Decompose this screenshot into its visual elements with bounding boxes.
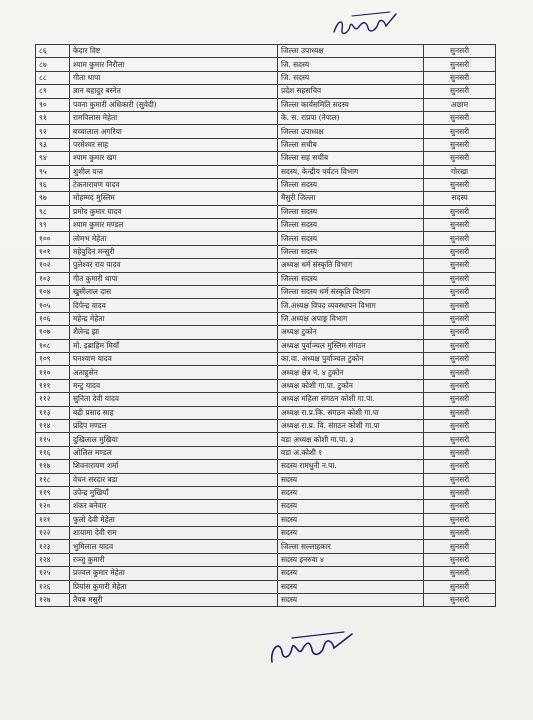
table-row [36, 433, 496, 446]
table-row [36, 245, 496, 258]
member-position: जिल्ला सचीब [278, 138, 424, 151]
member-district: सुनसरी [424, 312, 496, 325]
row-number: १०० [36, 232, 70, 245]
member-district: सुनसरी [424, 232, 496, 245]
table-row [36, 326, 496, 339]
table-row [36, 45, 496, 58]
member-district: गोरखा [424, 165, 496, 178]
row-number: ११३ [36, 406, 70, 419]
table-row [36, 594, 496, 607]
member-name: गीत कुमारी थापा [70, 272, 278, 285]
row-number: ८८ [36, 71, 70, 84]
member-position: अध्यक्ष कोशी गा.पा. टुकोन [278, 379, 424, 392]
member-position: जि.अध्यक्ष विपद व्यवस्थापन विभाग [278, 299, 424, 312]
member-name: बच्चालाल अगरिया [70, 125, 278, 138]
member-position: सदस्य [278, 486, 424, 499]
member-district: सुनसरी [424, 540, 496, 553]
row-number: ९० [36, 98, 70, 111]
table-row [36, 419, 496, 432]
table-row [36, 272, 496, 285]
member-district: सुनसरी [424, 111, 496, 124]
table-row [36, 460, 496, 473]
member-district: सुनसरी [424, 152, 496, 165]
table-row [36, 312, 496, 325]
member-position: वडा अ.कोशी १ [278, 446, 424, 459]
member-position: सदस्य [278, 580, 424, 593]
table-row [36, 406, 496, 419]
member-name: शुशील पन्त [70, 165, 278, 178]
member-position: जिल्ला कार्यसमिति सदस्य [278, 98, 424, 111]
table-row [36, 352, 496, 365]
row-number: १२१ [36, 513, 70, 526]
row-number: १०२ [36, 259, 70, 272]
table-row [36, 138, 496, 151]
member-name: केदार विष्ट [70, 45, 278, 58]
table-row [36, 486, 496, 499]
member-name: तैयब मसुरी [70, 594, 278, 607]
member-name: ज्ञान बहादुर बस्नेत [70, 85, 278, 98]
row-number: ९६ [36, 178, 70, 191]
member-district: सुनसरी [424, 366, 496, 379]
table-row [36, 299, 496, 312]
member-name: महेन्द्र मेहेता [70, 312, 278, 325]
row-number: १०७ [36, 326, 70, 339]
row-number: १२६ [36, 580, 70, 593]
member-position: प्रदेश सहसचिव [278, 85, 424, 98]
member-position: अध्यक्ष क्षेत्र नं. ४ टुकोन [278, 366, 424, 379]
table-row [36, 232, 496, 245]
member-position: के. स. राप्रपा (नेपाल) [278, 111, 424, 124]
member-name: शायामा देवी राम [70, 527, 278, 540]
member-name: महेवुदिन मन्सुरी [70, 245, 278, 258]
row-number: ८७ [36, 58, 70, 71]
member-position: का.वा. अध्यक्ष पुर्वाञ्चल टुकोन [278, 352, 424, 365]
member-district: सदस्य [424, 192, 496, 205]
table-row [36, 379, 496, 392]
member-name: परमेश्वर साह [70, 138, 278, 151]
table-row [36, 366, 496, 379]
row-number: ११६ [36, 446, 70, 459]
member-position: मैसुरी जिल्ला [278, 192, 424, 205]
member-position: जि.अध्यक्ष अपाङ्ग विभाग [278, 312, 424, 325]
member-name: दुखिलाल मुखिया [70, 433, 278, 446]
row-number: १२२ [36, 527, 70, 540]
row-number: ११५ [36, 433, 70, 446]
member-position: अध्यक्ष टुकोन [278, 326, 424, 339]
member-position: सदस्य [278, 567, 424, 580]
member-position: अध्यक्ष पुर्वाञ्चल मुस्लिम संगठन [278, 339, 424, 352]
member-district: सुनसरी [424, 71, 496, 84]
member-name: श्याम कुमार मण्डल [70, 219, 278, 232]
member-district: सुनसरी [424, 513, 496, 526]
member-district: सुनसरी [424, 553, 496, 566]
table-row [36, 393, 496, 406]
member-name: ओलिल मण्डल [70, 446, 278, 459]
table-row [36, 165, 496, 178]
table-row [36, 71, 496, 84]
member-name: रामविलास मेहेता [70, 111, 278, 124]
row-number: ११७ [36, 460, 70, 473]
table-row [36, 513, 496, 526]
table-row [36, 111, 496, 124]
member-district: सुनसरी [424, 219, 496, 232]
member-district: सुनसरी [424, 406, 496, 419]
member-district: सुनसरी [424, 125, 496, 138]
row-number: ९५ [36, 165, 70, 178]
row-number: १०५ [36, 299, 70, 312]
member-name: प्रदिप मण्डल [70, 419, 278, 432]
member-district: सुनसरी [424, 460, 496, 473]
row-number: ८६ [36, 45, 70, 58]
row-number: १०१ [36, 245, 70, 258]
member-name: गीता थापा [70, 71, 278, 84]
member-district: सुनसरी [424, 178, 496, 191]
member-name: पवना कुमारी अधिकारी (सुवेदी) [70, 98, 278, 111]
member-name: रञ्जु कुमारी [70, 553, 278, 566]
row-number: ९२ [36, 125, 70, 138]
table-row [36, 178, 496, 191]
table-row [36, 98, 496, 111]
member-position: जिल्ला सदस्य [278, 272, 424, 285]
table-row [36, 473, 496, 486]
member-name: मन्टु यादव [70, 379, 278, 392]
table-row [36, 527, 496, 540]
member-position: जिल्ला सह सचीब [278, 152, 424, 165]
member-name: पुलेश्वर राय यादव [70, 259, 278, 272]
row-number: १२० [36, 500, 70, 513]
member-district: सुनसरी [424, 500, 496, 513]
member-name: शंकर बनेवार [70, 500, 278, 513]
member-district: सुनसरी [424, 58, 496, 71]
member-district: सुनसरी [424, 393, 496, 406]
member-position: जि. सदस्य [278, 71, 424, 84]
member-district: सुनसरी [424, 527, 496, 540]
member-position: जि. सदस्य [278, 58, 424, 71]
table-row [36, 286, 496, 299]
member-position: सदस्य [278, 473, 424, 486]
member-district: सुनसरी [424, 299, 496, 312]
member-district: सुनसरी [424, 205, 496, 218]
member-name: भुमिलाल यादव [70, 540, 278, 553]
member-position: सदस्य इनरुवा ४ [278, 553, 424, 566]
member-position: सदस्य [278, 594, 424, 607]
member-position: जिल्ला सदस्य [278, 205, 424, 218]
table-row [36, 192, 496, 205]
member-name: शिवनारायण शर्मा [70, 460, 278, 473]
member-name: अताहुसेन [70, 366, 278, 379]
row-number: ११२ [36, 393, 70, 406]
member-district: सुनसरी [424, 352, 496, 365]
member-position: सदस्य [278, 500, 424, 513]
table-row [36, 58, 496, 71]
member-name: श्याम कुमार खग [70, 152, 278, 165]
row-number: ९४ [36, 152, 70, 165]
member-name: वेचन सरदार बडा [70, 473, 278, 486]
table-row [36, 152, 496, 165]
member-name: प्रज्वल कुमार मेहेता [70, 567, 278, 580]
row-number: १११ [36, 379, 70, 392]
member-district: सुनसरी [424, 567, 496, 580]
member-district: अछाम [424, 98, 496, 111]
row-number: ११८ [36, 473, 70, 486]
table-row [36, 567, 496, 580]
member-position: वडा अध्यक्ष कोशी गा.पा. ३ [278, 433, 424, 446]
member-district: सुनसरी [424, 85, 496, 98]
member-position: सदस्य [278, 527, 424, 540]
member-district: सुनसरी [424, 286, 496, 299]
member-district: सुनसरी [424, 138, 496, 151]
member-name: श्याम कुमार निरौला [70, 58, 278, 71]
table-row [36, 446, 496, 459]
member-position: जिल्ला सदस्य [278, 219, 424, 232]
member-name: फुलो देवी मेहेता [70, 513, 278, 526]
signature-top [330, 10, 400, 44]
table-row [36, 219, 496, 232]
member-position: जिल्ला सदस्य [278, 245, 424, 258]
member-position: अध्यक्ष महिला संगठन कोशी गा.पा. [278, 393, 424, 406]
member-table [35, 44, 496, 607]
member-district: सुनसरी [424, 486, 496, 499]
row-number: ११४ [36, 419, 70, 432]
member-position: जिल्ला सदस्य [278, 232, 424, 245]
member-district: सुनसरी [424, 259, 496, 272]
member-district: सुनसरी [424, 433, 496, 446]
member-position: अध्यक्ष रा.प्र.कि. संगठन कोशी गा.पा [278, 406, 424, 419]
table-row [36, 553, 496, 566]
table-row [36, 85, 496, 98]
row-number: १०३ [36, 272, 70, 285]
row-number: ११९ [36, 486, 70, 499]
member-name: सुनिता देवी यादव [70, 393, 278, 406]
member-district: सुनसरी [424, 245, 496, 258]
table-row [36, 339, 496, 352]
row-number: १०४ [36, 286, 70, 299]
table-row [36, 500, 496, 513]
member-position: जिल्ला उपाध्यक्ष [278, 125, 424, 138]
member-district: सुनसरी [424, 580, 496, 593]
row-number: १२३ [36, 540, 70, 553]
row-number: १२५ [36, 567, 70, 580]
table-row [36, 540, 496, 553]
member-name: खुसीलाल दास [70, 286, 278, 299]
member-district: सुनसरी [424, 473, 496, 486]
member-table-body [36, 45, 496, 607]
row-number: १२४ [36, 553, 70, 566]
member-name: टेकनारायण यादव [70, 178, 278, 191]
member-position: सदस्य रामधुनी न.पा. [278, 460, 424, 473]
row-number: ११० [36, 366, 70, 379]
member-position: जिल्ला सल्लाहकार [278, 540, 424, 553]
member-district: सुनसरी [424, 272, 496, 285]
member-position: सदस्य [278, 513, 424, 526]
member-name: घनश्याम यादव [70, 352, 278, 365]
table-row [36, 205, 496, 218]
member-position: जिल्ला सदस्य [278, 178, 424, 191]
member-position: जिल्ला सदस्य धर्म संस्कृति विभाग [278, 286, 424, 299]
member-district: सुनसरी [424, 45, 496, 58]
row-number: ८९ [36, 85, 70, 98]
member-district: सुनसरी [424, 446, 496, 459]
row-number: ९८ [36, 205, 70, 218]
member-position: जिल्ला उपाध्यक्ष [278, 45, 424, 58]
table-row [36, 125, 496, 138]
table-row [36, 580, 496, 593]
member-district: सुनसरी [424, 594, 496, 607]
row-number: ९७ [36, 192, 70, 205]
member-name: बद्री प्रसाद साह [70, 406, 278, 419]
member-name: प्रियांस कुमारी मेहेता [70, 580, 278, 593]
member-name: मो. इब्राहिम मियाँ [70, 339, 278, 352]
row-number: ९९ [36, 219, 70, 232]
member-district: सुनसरी [424, 339, 496, 352]
row-number: १०६ [36, 312, 70, 325]
member-name: शैलेन्द्र झा [70, 326, 278, 339]
row-number: १०९ [36, 352, 70, 365]
row-number: ९१ [36, 111, 70, 124]
member-district: सुनसरी [424, 419, 496, 432]
member-district: सुनसरी [424, 379, 496, 392]
row-number: ९३ [36, 138, 70, 151]
member-position: अध्यक्ष धर्म संस्कृति विभाग [278, 259, 424, 272]
member-name: दिपेन्द्र यादव [70, 299, 278, 312]
member-name: लोमभ मेहेता [70, 232, 278, 245]
row-number: १०८ [36, 339, 70, 352]
member-name: उपेन्द्र मुखियाँ [70, 486, 278, 499]
member-name: मोहम्मद मुस्लिम [70, 192, 278, 205]
row-number: १२७ [36, 594, 70, 607]
member-position: अध्यक्ष रा.प्र. वि. संगठन कोशी गा.पा [278, 419, 424, 432]
table-row [36, 259, 496, 272]
member-position: सदस्य, केन्द्रीय पर्यटन विभाग [278, 165, 424, 178]
member-name: प्रमोद कुमार यादव [70, 205, 278, 218]
member-district: सुनसरी [424, 326, 496, 339]
signature-bottom [266, 628, 356, 668]
